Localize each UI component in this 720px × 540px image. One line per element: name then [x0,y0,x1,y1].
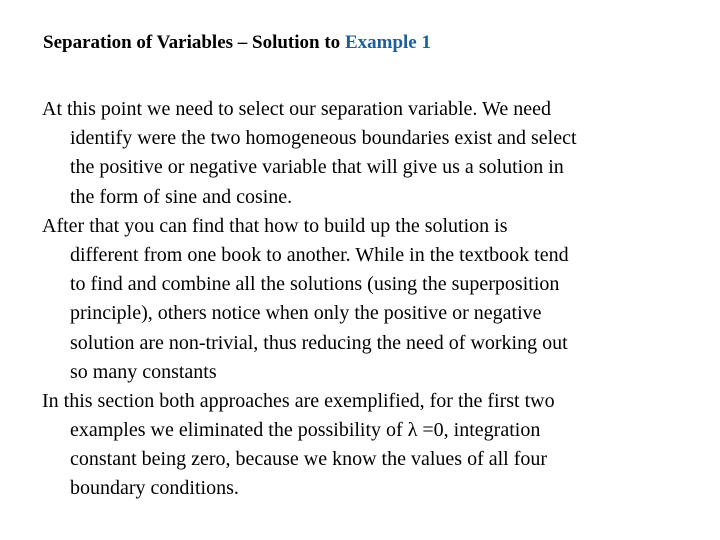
slide-title [43,31,431,55]
paragraph-line: solution are non-trivial, thus reducing the need of working out [70,331,568,354]
paragraph-line: At this point we need to select our separation variable. We need [42,98,551,120]
slide-body [42,95,692,504]
paragraph-line: After that you can find that how to build up the solution is [42,214,508,237]
paragraph-line: to find and combine all the solutions (using the superposition [70,273,560,296]
paragraph-line: identify were the two homogeneous boundaries exist and select [70,127,577,150]
paragraph-approaches [42,387,692,504]
title-example-link[interactable]: Example 1 [344,32,431,53]
paragraph-line: constant being zero, because we know the values of all four [70,448,548,471]
title-text: Separation of Variables – Solution to [43,32,345,53]
paragraph-line: In this section both approaches are exemplified, for the first two [42,389,555,412]
paragraph-build-solution [42,212,692,387]
paragraph-line: boundary conditions. [70,477,239,500]
paragraph-line: principle), others notice when only the positive or negative [70,302,542,325]
paragraph-line: the positive or negative variable that will give us a solution in [70,156,564,179]
paragraph-line: different from one book to another. While in the textbook tend [70,243,569,266]
paragraph-line: the form of sine and cosine. [70,185,293,208]
paragraph-line: examples we eliminated the possibility of λ =0, integration [70,419,541,442]
paragraph-line: so many constants [70,360,217,383]
paragraph-separation-variable [42,95,692,212]
